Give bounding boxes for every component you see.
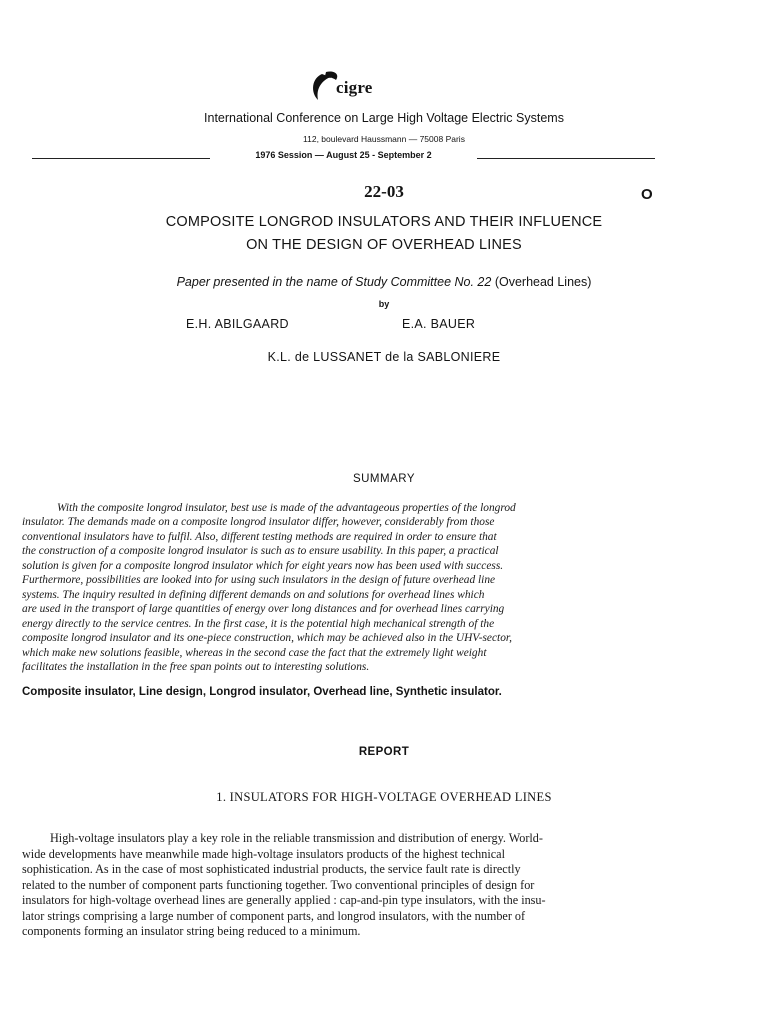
paper-number: 22-03 bbox=[364, 182, 404, 201]
report-line: sophistication. As in the case of most sophisticated industrial products, the service fault rate is directly bbox=[22, 862, 521, 876]
paper-title-line-1: COMPOSITE LONGROD INSULATORS AND THEIR INFLUENCE bbox=[165, 214, 603, 230]
summary-line: conventional insulators have to fulfil. Also, different testing methods are required in order to ensure that bbox=[22, 530, 497, 543]
summary-line: are used in the transport of large quantities of energy over long distances and for overhead lines carrying bbox=[22, 603, 505, 616]
author-2: E.A. BAUER bbox=[402, 317, 476, 331]
summary-line: solution is given for a composite longrod insulator which for eight years now has been used with success. bbox=[22, 559, 504, 572]
summary-line: composite longrod insulator and its one-piece construction, which may be achieved also in the UHV-sector, bbox=[22, 632, 512, 645]
session-rule-left bbox=[32, 158, 210, 159]
presented-committee: (Overhead Lines) bbox=[491, 275, 592, 289]
summary-paragraph bbox=[22, 501, 662, 674]
section-heading: 1. INSULATORS FOR HIGH-VOLTAGE OVERHEAD LINES bbox=[216, 790, 552, 804]
logo-mark-icon bbox=[313, 71, 337, 100]
summary-line: insulator. The demands made on a composite longrod insulator differ, however, considerably from those bbox=[22, 516, 495, 529]
by-label: by bbox=[378, 299, 390, 309]
keywords: Composite insulator, Line design, Longrod insulator, Overhead line, Synthetic insulator. bbox=[22, 686, 502, 698]
presented-line bbox=[0, 275, 768, 289]
report-line: components forming an insulator string being reduced to a minimum. bbox=[22, 924, 361, 938]
session-rule-right bbox=[477, 158, 655, 159]
conference-name: International Conference on Large High Voltage Electric Systems bbox=[204, 111, 564, 125]
summary-line: the construction of a composite longrod insulator is such as to ensure usability. In this paper, a practical bbox=[22, 545, 499, 558]
report-line: High-voltage insulators play a key role in the reliable transmission and distribution of energy. World- bbox=[50, 831, 543, 845]
report-line: related to the number of component parts functioning together. Two conventional principles of design for bbox=[22, 877, 535, 892]
session-line: 1976 Session — August 25 - September 2 bbox=[255, 150, 432, 160]
summary-line: systems. The inquiry resulted in defining different demands on and solutions for overhead lines which bbox=[22, 588, 485, 601]
summary-heading: SUMMARY bbox=[352, 473, 416, 485]
group-mark: O bbox=[641, 186, 653, 203]
summary-line: facilitates the installation in the free span points out to interesting solutions. bbox=[22, 660, 370, 673]
report-paragraph bbox=[22, 831, 672, 940]
author-1: E.H. ABILGAARD bbox=[186, 317, 289, 331]
report-line: insulators for high-voltage overhead lines are generally applied : cap-and-pin type insulators, with the insu- bbox=[22, 893, 546, 907]
report-line: lator strings comprising a large number of component parts, and longrod insulators, with the number of bbox=[22, 908, 526, 923]
summary-line: which make new solutions feasible, whereas in the second case the fact that the extremely light weight bbox=[22, 646, 487, 659]
report-heading: REPORT bbox=[358, 746, 410, 758]
summary-line: Furthermore, possibilities are looked into for using such insulators in the design of future overhead line bbox=[22, 574, 496, 587]
presented-italic: Paper presented in the name of Study Committee No. 22 bbox=[176, 275, 492, 289]
summary-line: energy directly to the service centres. In the first case, it is the potential high mechanical strength of the bbox=[22, 617, 495, 630]
report-line: wide developments have meanwhile made high-voltage insulators products of the highest technical bbox=[22, 846, 505, 861]
logo-wordmark: cigre bbox=[336, 78, 373, 97]
paper-title-line-2: ON THE DESIGN OF OVERHEAD LINES bbox=[246, 237, 522, 253]
author-3: K.L. de LUSSANET de la SABLONIERE bbox=[267, 350, 501, 364]
conference-address: 112, boulevard Haussmann — 75008 Paris bbox=[303, 134, 465, 144]
summary-line: With the composite longrod insulator, best use is made of the advantageous properties of the longrod bbox=[57, 502, 516, 514]
